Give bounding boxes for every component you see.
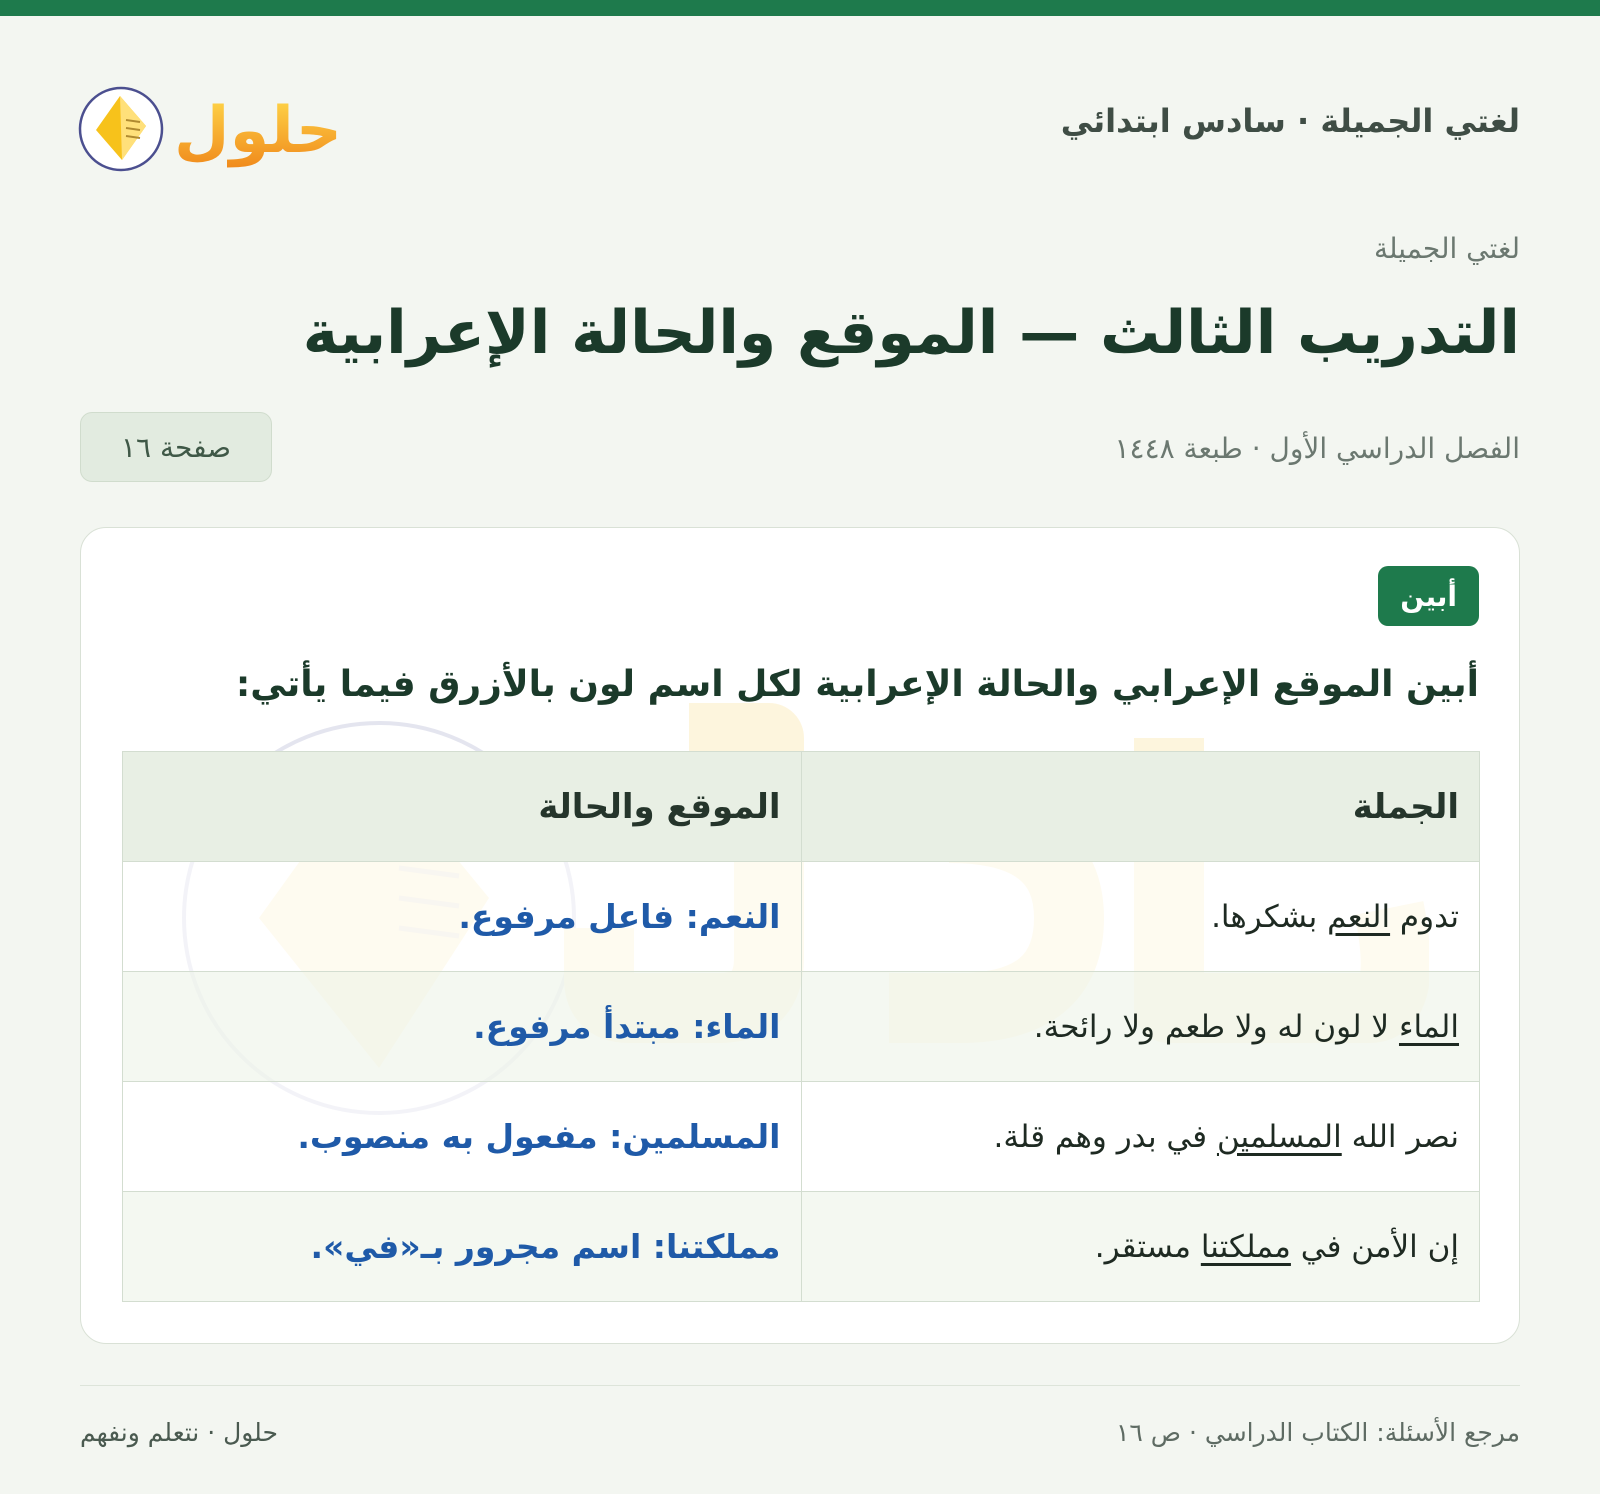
target-word: المسلمين [1216, 1118, 1342, 1155]
target-word: النعم [1327, 898, 1391, 935]
exercise-tag: أبين [1378, 566, 1479, 626]
exercise-card [80, 527, 1520, 1344]
answer-cell: الماء: مبتدأ مرفوع. [123, 972, 802, 1082]
sentence-after: بشكرها. [1211, 898, 1328, 935]
sentence-cell [801, 972, 1480, 1082]
footer-brand[interactable]: حلول · نتعلم ونفهم [80, 1418, 278, 1447]
target-word: مملكتنا [1200, 1228, 1291, 1265]
book-title: لغتي الجميلة · سادس ابتدائي [1060, 102, 1520, 140]
sentence-cell [801, 1192, 1480, 1302]
sentence-before: إن الأمن في [1290, 1228, 1459, 1265]
page-number-badge: صفحة ١٦ [80, 412, 272, 482]
table-header-row [123, 752, 1480, 862]
top-accent-bar [0, 0, 1600, 16]
lesson-subject: لغتي الجميلة [1373, 232, 1520, 265]
lesson-meta: الفصل الدراسي الأول · طبعة ١٤٤٨ [1114, 432, 1520, 465]
table-row [123, 1082, 1480, 1192]
sentence-after: مستقر. [1094, 1228, 1201, 1265]
column-header-sentence: الجملة [801, 752, 1480, 862]
table-row [123, 972, 1480, 1082]
sentence-after: في بدر وهم قلة. [993, 1118, 1217, 1155]
answer-cell: مملكتنا: اسم مجرور بـ«في». [123, 1192, 802, 1302]
target-word: الماء [1398, 1008, 1459, 1045]
page-title: التدريب الثالث — الموقع والحالة الإعرابية [302, 298, 1520, 368]
column-header-position: الموقع والحالة [123, 752, 802, 862]
footer-divider [80, 1385, 1520, 1386]
answer-cell: النعم: فاعل مرفوع. [123, 862, 802, 972]
logo-graphic [78, 68, 358, 178]
answers-table [122, 751, 1480, 1302]
table-row [123, 862, 1480, 972]
sentence-before: تدوم [1390, 898, 1459, 935]
logo-wordmark: حلول [174, 94, 342, 168]
hulul-logo[interactable] [78, 68, 358, 178]
sentence-cell [801, 1082, 1480, 1192]
sentence-before: نصر الله [1341, 1118, 1459, 1155]
sentence-cell [801, 862, 1480, 972]
table-row [123, 1192, 1480, 1302]
answer-cell: المسلمين: مفعول به منصوب. [123, 1082, 802, 1192]
exercise-question: أبين الموقع الإعرابي والحالة الإعرابية لكل اسم لون بالأزرق فيما يأتي: [235, 664, 1479, 705]
sentence-after: لا لون له ولا طعم ولا رائحة. [1033, 1008, 1399, 1045]
footer-reference: مرجع الأسئلة: الكتاب الدراسي · ص ١٦ [1115, 1418, 1520, 1447]
